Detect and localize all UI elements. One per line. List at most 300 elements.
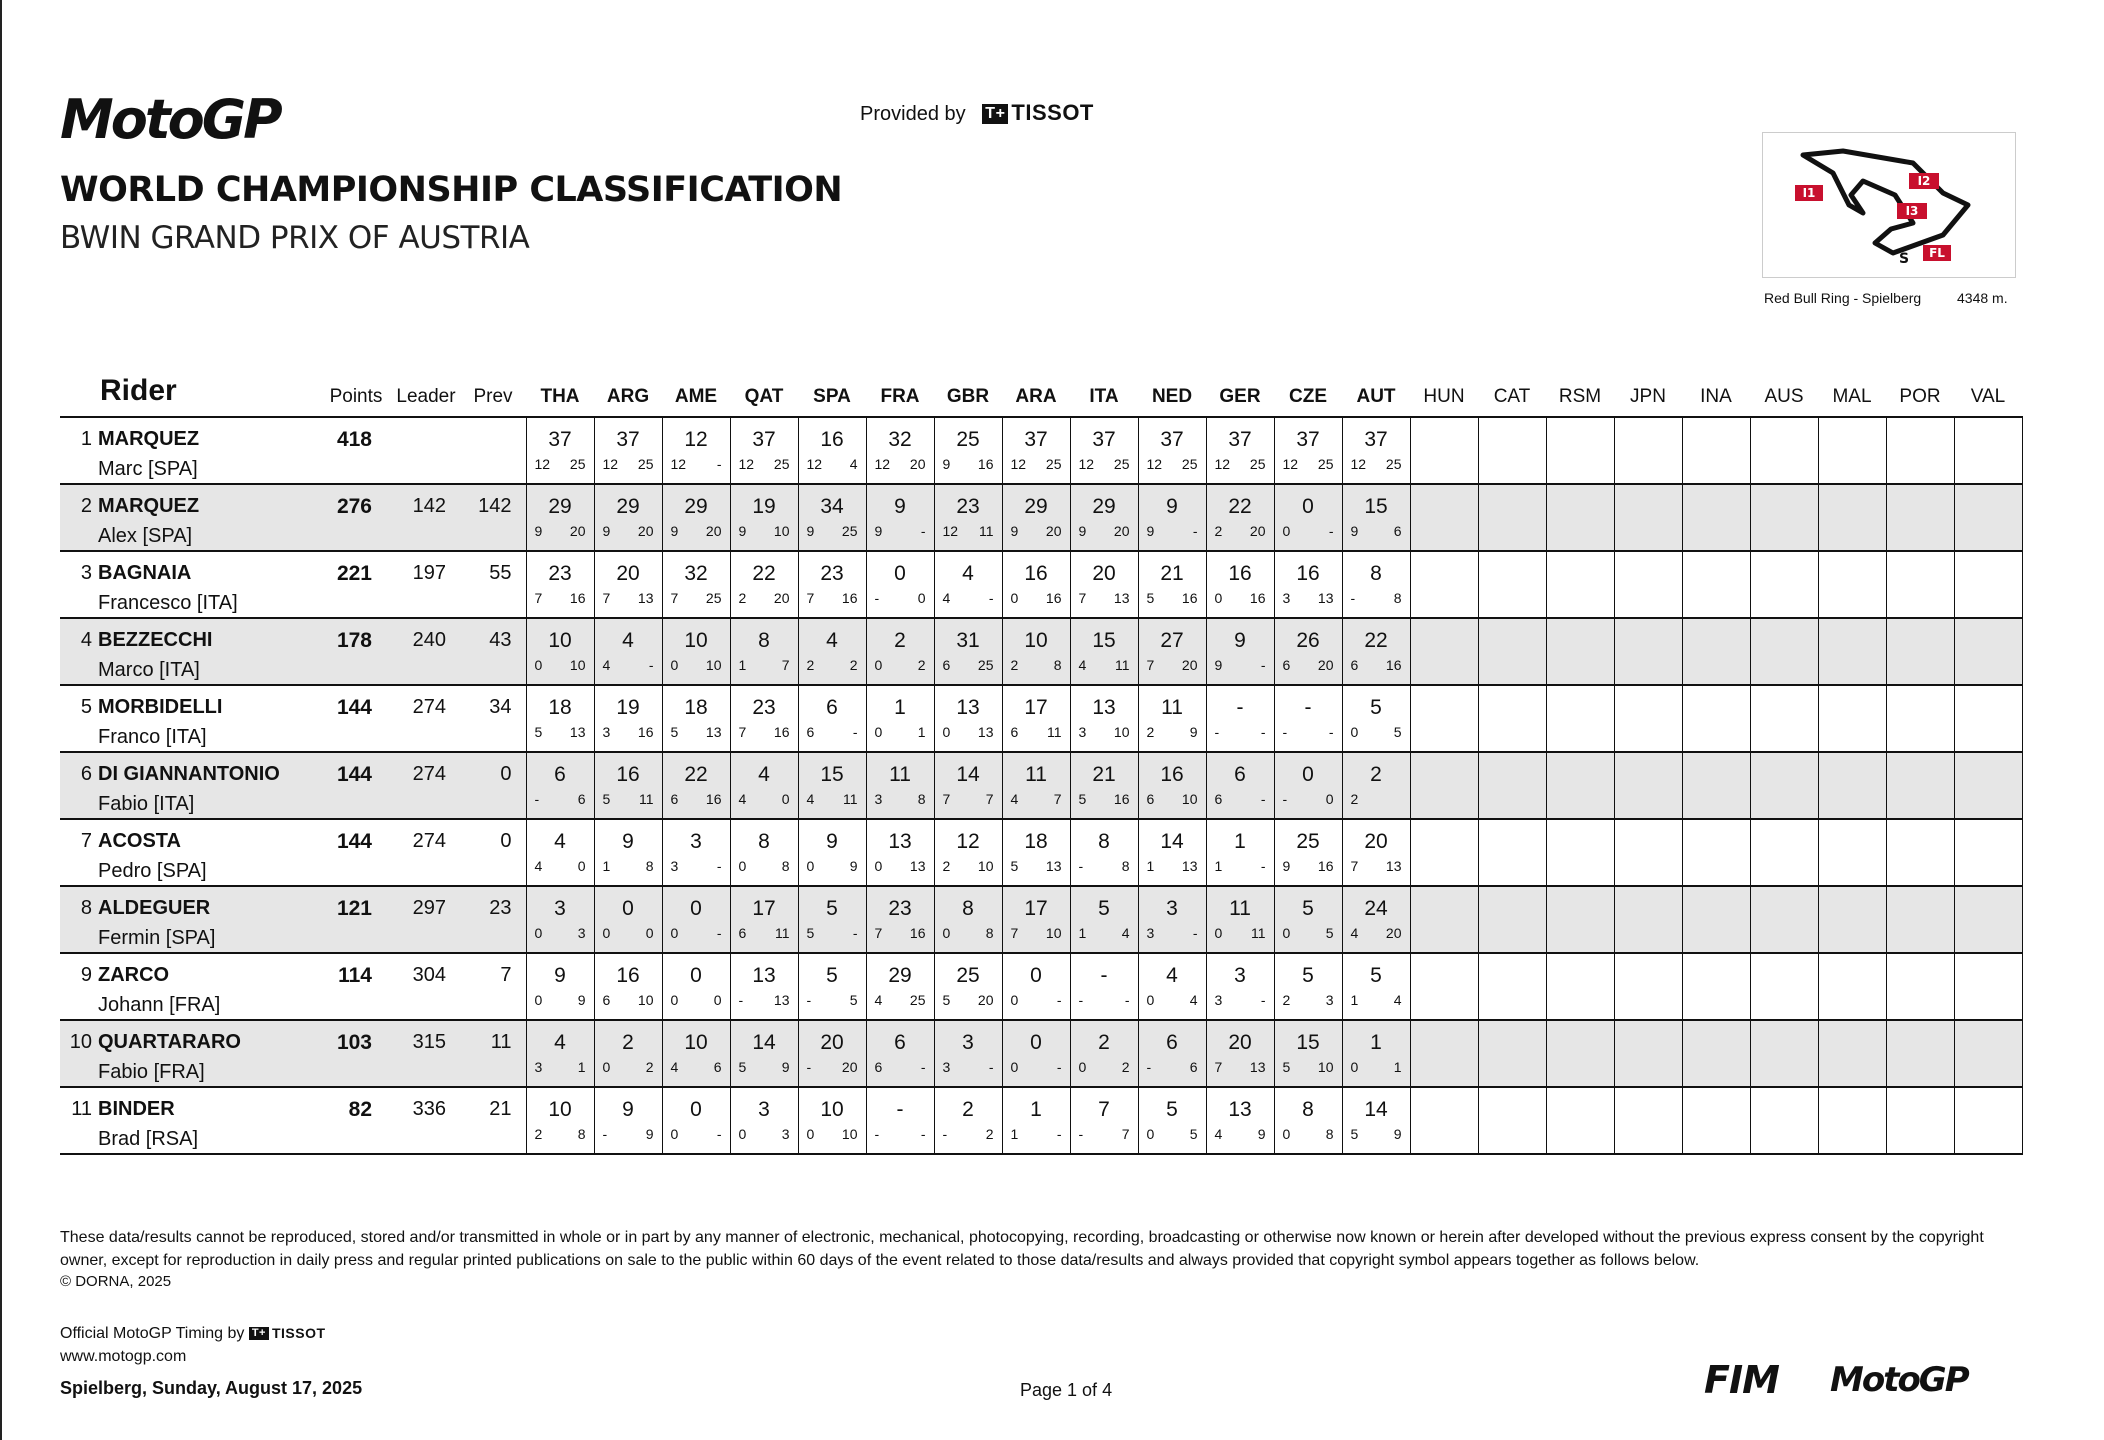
round-total: 37 — [1160, 428, 1184, 451]
round-total: 13 — [956, 696, 980, 719]
round-cell-ned — [1138, 1020, 1206, 1087]
round-split — [663, 925, 730, 941]
race-points: 10 — [1045, 925, 1062, 941]
round-cell-ita — [1070, 618, 1138, 685]
round-cell-gbr — [934, 819, 1002, 886]
table-row — [60, 819, 2022, 886]
circuit-map-icon — [1763, 133, 2015, 277]
table-header-row — [60, 368, 2022, 417]
sprint-points: 3 — [1146, 925, 1155, 941]
round-total: 0 — [690, 897, 702, 920]
round-cell-qat — [730, 886, 798, 953]
race-points: - — [716, 456, 722, 472]
race-points: 20 — [1317, 657, 1334, 673]
round-cell-rsm — [1546, 1020, 1614, 1087]
round-cell-ned — [1138, 551, 1206, 618]
round-cell-ara — [1002, 1020, 1070, 1087]
round-cell-gbr — [934, 1020, 1002, 1087]
rider-given-name: Johann [FRA] — [98, 994, 221, 1016]
prev-gap-cell: 0 — [500, 830, 512, 852]
round-total: 4 — [1166, 964, 1178, 987]
points-cell: 114 — [338, 964, 372, 987]
round-split — [1207, 925, 1274, 941]
place-date: Spielberg, Sunday, August 17, 2025 — [60, 1378, 363, 1398]
timing-credit — [60, 1325, 326, 1343]
round-total: 6 — [1234, 763, 1246, 786]
round-split — [935, 456, 1002, 472]
round-cell-spa — [798, 417, 866, 484]
sprint-points: 7 — [1146, 657, 1155, 673]
round-total: 29 — [888, 964, 912, 987]
race-points: - — [1260, 724, 1266, 740]
round-cell-por — [1886, 685, 1954, 752]
round-cell-mal — [1818, 417, 1886, 484]
race-points: 3 — [577, 925, 586, 941]
race-points: 13 — [1113, 590, 1130, 606]
race-points: - — [1260, 791, 1266, 807]
round-cell-rsm — [1546, 417, 1614, 484]
round-total: 23 — [956, 495, 980, 518]
rider-cell — [98, 417, 320, 484]
table-row — [60, 886, 2022, 953]
race-points: - — [716, 925, 722, 941]
round-cell-qat — [730, 819, 798, 886]
round-total: 37 — [1024, 428, 1048, 451]
round-cell-por — [1886, 819, 1954, 886]
race-points: - — [920, 1126, 926, 1142]
race-points: 25 — [1045, 456, 1062, 472]
round-cell-tha — [526, 1020, 594, 1087]
round-cell-aus — [1750, 618, 1818, 685]
round-total: 25 — [956, 964, 980, 987]
sprint-points: 3 — [670, 858, 679, 874]
round-split — [1139, 1126, 1206, 1142]
round-split — [1343, 925, 1410, 941]
round-split — [935, 590, 1002, 606]
svg-text:I1: I1 — [1802, 186, 1816, 200]
round-split — [663, 456, 730, 472]
table-row — [60, 551, 2022, 618]
race-points: 5 — [1189, 1126, 1198, 1142]
provided-by — [860, 100, 1094, 126]
leader-gap-cell: 315 — [412, 1031, 446, 1053]
sprint-points: 4 — [942, 590, 951, 606]
round-split — [527, 858, 594, 874]
round-cell-ger — [1206, 886, 1274, 953]
round-split — [1343, 724, 1410, 740]
race-points: 13 — [1181, 858, 1198, 874]
rider-surname: MARQUEZ — [98, 428, 200, 450]
round-split — [1275, 1059, 1342, 1075]
sprint-points: 0 — [534, 657, 543, 673]
svg-text:FL: FL — [1929, 246, 1945, 260]
round-total: 8 — [1302, 1098, 1314, 1121]
race-points: 0 — [577, 858, 586, 874]
sprint-points: 12 — [942, 523, 959, 539]
round-split — [1003, 590, 1070, 606]
race-points: 20 — [637, 523, 654, 539]
round-cell-tha — [526, 685, 594, 752]
table-row — [60, 484, 2022, 551]
round-split — [799, 925, 866, 941]
sprint-points: 4 — [806, 791, 815, 807]
sprint-points: 0 — [1282, 925, 1291, 941]
sprint-points: 0 — [806, 1126, 815, 1142]
round-cell-ina — [1682, 752, 1750, 819]
race-points: 13 — [773, 992, 790, 1008]
round-total: 37 — [1092, 428, 1116, 451]
sprint-points: 5 — [806, 925, 815, 941]
sprint-points: 1 — [1146, 858, 1155, 874]
round-total: 16 — [1228, 562, 1252, 585]
round-cell-cat — [1478, 752, 1546, 819]
round-cell-ina — [1682, 886, 1750, 953]
rider-given-name: Marco [ITA] — [98, 659, 200, 681]
round-split — [595, 724, 662, 740]
sprint-points: 2 — [1282, 992, 1291, 1008]
round-cell-ame — [662, 417, 730, 484]
round-total: 4 — [622, 629, 634, 652]
round-cell-qat — [730, 1020, 798, 1087]
round-cell-aut — [1342, 819, 1410, 886]
race-points: 20 — [977, 992, 994, 1008]
round-total: 9 — [622, 1098, 634, 1121]
round-cell-jpn — [1614, 953, 1682, 1020]
round-total: 25 — [1296, 830, 1320, 853]
round-cell-ame — [662, 819, 730, 886]
round-cell-ned — [1138, 417, 1206, 484]
round-split — [799, 858, 866, 874]
leader-gap-cell: 304 — [412, 964, 446, 986]
round-cell-por — [1886, 752, 1954, 819]
position-cell: 5 — [80, 696, 92, 718]
sprint-points: 7 — [806, 590, 815, 606]
round-split — [1071, 858, 1138, 874]
sprint-points: 0 — [1282, 523, 1291, 539]
round-cell-aut — [1342, 685, 1410, 752]
round-cell-rsm — [1546, 685, 1614, 752]
sprint-points: 9 — [602, 523, 611, 539]
round-cell-ita — [1070, 886, 1138, 953]
round-cell-por — [1886, 618, 1954, 685]
round-cell-mal — [1818, 819, 1886, 886]
race-points: - — [988, 590, 994, 606]
rider-surname: MORBIDELLI — [98, 696, 223, 718]
round-split — [527, 925, 594, 941]
round-cell-ame — [662, 484, 730, 551]
round-cell-fra — [866, 551, 934, 618]
round-cell-gbr — [934, 953, 1002, 1020]
round-cell-tha — [526, 551, 594, 618]
round-total: 9 — [622, 830, 634, 853]
round-cell-arg — [594, 1087, 662, 1154]
sprint-points: 3 — [1214, 992, 1223, 1008]
sprint-points: 1 — [1350, 992, 1359, 1008]
round-cell-por — [1886, 1087, 1954, 1154]
fim-logo: FIM — [1704, 1358, 1779, 1402]
race-points: 11 — [1114, 657, 1130, 673]
race-points: - — [852, 724, 858, 740]
round-total: 1 — [1370, 1031, 1382, 1054]
round-cell-ita — [1070, 819, 1138, 886]
round-cell-val — [1954, 886, 2022, 953]
round-cell-val — [1954, 417, 2022, 484]
race-points: 9 — [781, 1059, 790, 1075]
round-cell-hun — [1410, 886, 1478, 953]
rider-surname: BEZZECCHI — [98, 629, 213, 651]
round-cell-ame — [662, 1020, 730, 1087]
round-total: 34 — [820, 495, 844, 518]
round-total: 5 — [826, 964, 838, 987]
race-points: - — [1056, 1059, 1062, 1075]
round-total: 0 — [1302, 495, 1314, 518]
provided-by-label: Provided by — [860, 103, 966, 125]
round-total: 21 — [1092, 763, 1116, 786]
round-cell-mal — [1818, 618, 1886, 685]
round-split — [663, 1059, 730, 1075]
race-points: 2 — [849, 657, 858, 673]
round-split — [595, 925, 662, 941]
round-split — [1343, 590, 1410, 606]
sprint-points: 12 — [1078, 456, 1095, 472]
round-split — [1071, 523, 1138, 539]
rider-cell — [98, 1087, 320, 1154]
round-cell-tha — [526, 752, 594, 819]
race-points: 20 — [705, 523, 722, 539]
round-cell-spa — [798, 886, 866, 953]
leader-gap-cell: 274 — [412, 830, 446, 852]
round-split — [1071, 1126, 1138, 1142]
sprint-points: 9 — [1078, 523, 1087, 539]
race-points: 25 — [1385, 456, 1402, 472]
round-cell-spa — [798, 819, 866, 886]
race-points: 8 — [645, 858, 654, 874]
race-points: 10 — [569, 657, 586, 673]
sprint-points: 9 — [1350, 523, 1359, 539]
race-points: - — [988, 1059, 994, 1075]
round-header-ame: AME — [674, 386, 718, 407]
round-cell-ita — [1070, 417, 1138, 484]
round-cell-cat — [1478, 551, 1546, 618]
disclaimer: These data/results cannot be reproduced, stored and/or transmitted in whole or in part by any manner of electronic, mechanical, photocopying, recording, broadcasting or otherwise now known or herein after developed without the previous express consent by the copyright owner, except for reproduction in daily press and regular printed publications on sale to the public within 60 days of the event related to those data/results and always provided that copyright symbol appears together as follows below. — [60, 1229, 1984, 1269]
tissot-logo: T+ TISSOT — [982, 100, 1094, 125]
round-split — [1207, 456, 1274, 472]
round-total: 9 — [826, 830, 838, 853]
sprint-points: 9 — [806, 523, 815, 539]
leader-gap-cell: 142 — [412, 495, 446, 517]
round-total: 16 — [1024, 562, 1048, 585]
round-cell-mal — [1818, 484, 1886, 551]
motogp-logo: MotoGP — [60, 88, 280, 151]
race-points: 1 — [1393, 1059, 1402, 1075]
round-cell-ned — [1138, 819, 1206, 886]
race-points: - — [1192, 925, 1198, 941]
round-total: 14 — [956, 763, 980, 786]
round-cell-aus — [1750, 1087, 1818, 1154]
round-header-ger: GER — [1219, 386, 1261, 407]
rider-header: Rider — [100, 374, 177, 407]
race-points: 6 — [713, 1059, 722, 1075]
race-points: 16 — [637, 724, 654, 740]
round-split — [867, 1126, 934, 1142]
sprint-points: 0 — [1010, 992, 1019, 1008]
round-cell-ger — [1206, 819, 1274, 886]
round-cell-tha — [526, 1087, 594, 1154]
round-split — [867, 456, 934, 472]
prev-gap-cell: 43 — [489, 629, 512, 651]
round-cell-jpn — [1614, 417, 1682, 484]
round-header-val: VAL — [1970, 386, 2006, 407]
rider-given-name: Fabio [FRA] — [98, 1061, 205, 1083]
race-points: 20 — [569, 523, 586, 539]
leader-gap-cell — [392, 417, 460, 484]
round-cell-tha — [526, 618, 594, 685]
race-points: 16 — [1113, 791, 1130, 807]
rider-cell — [98, 551, 320, 618]
round-total: - — [1100, 964, 1108, 987]
round-cell-tha — [526, 417, 594, 484]
round-total: 0 — [1302, 763, 1314, 786]
sprint-points: 9 — [1214, 657, 1223, 673]
sprint-points: 5 — [1010, 858, 1019, 874]
round-header-ita: ITA — [1089, 386, 1119, 407]
sprint-points: 12 — [1282, 456, 1299, 472]
race-points: 16 — [1181, 590, 1198, 606]
round-cell-fra — [866, 819, 934, 886]
round-split — [595, 523, 662, 539]
round-total: 29 — [684, 495, 708, 518]
round-split — [1275, 657, 1342, 673]
round-cell-aut — [1342, 752, 1410, 819]
round-total: 27 — [1160, 629, 1184, 652]
round-split — [663, 523, 730, 539]
table-row — [60, 752, 2022, 819]
round-split — [1343, 657, 1410, 673]
race-points: - — [1192, 523, 1198, 539]
leader-gap-cell: 336 — [412, 1098, 446, 1120]
sprint-points: 9 — [1010, 523, 1019, 539]
sprint-points: 2 — [534, 1126, 543, 1142]
prev-gap-cell: 142 — [478, 495, 512, 517]
round-cell-qat — [730, 752, 798, 819]
round-split — [935, 791, 1002, 807]
sprint-points: 0 — [1214, 590, 1223, 606]
sprint-points: 0 — [1010, 1059, 1019, 1075]
round-split — [1139, 1059, 1206, 1075]
sprint-points: 4 — [602, 657, 611, 673]
rider-given-name: Francesco [ITA] — [98, 592, 238, 614]
prev-gap-cell: 11 — [490, 1031, 512, 1053]
sprint-points: 0 — [874, 858, 883, 874]
sprint-points: 9 — [874, 523, 883, 539]
round-cell-qat — [730, 1087, 798, 1154]
position-cell: 2 — [80, 495, 92, 517]
round-split — [867, 724, 934, 740]
sprint-points: 0 — [670, 925, 679, 941]
round-cell-ame — [662, 551, 730, 618]
round-split — [1003, 523, 1070, 539]
round-cell-ame — [662, 685, 730, 752]
sprint-points: 9 — [942, 456, 951, 472]
race-points: 10 — [1317, 1059, 1334, 1075]
round-split — [935, 858, 1002, 874]
round-cell-por — [1886, 886, 1954, 953]
round-cell-cze — [1274, 484, 1342, 551]
sprint-points: 9 — [534, 523, 543, 539]
round-split — [1275, 791, 1342, 807]
race-points: 20 — [1113, 523, 1130, 539]
round-total: 20 — [1228, 1031, 1252, 1054]
race-points: - — [1124, 992, 1130, 1008]
sprint-points: 4 — [534, 858, 543, 874]
round-total: 22 — [684, 763, 708, 786]
round-total: 20 — [1364, 830, 1388, 853]
round-cell-spa — [798, 953, 866, 1020]
sprint-points: - — [1078, 858, 1084, 874]
round-cell-ina — [1682, 685, 1750, 752]
sprint-points: 6 — [670, 791, 679, 807]
sprint-points: 3 — [534, 1059, 543, 1075]
sprint-points: 12 — [1146, 456, 1163, 472]
sprint-points: 6 — [806, 724, 815, 740]
round-total: 6 — [826, 696, 838, 719]
round-cell-arg — [594, 752, 662, 819]
race-points: 9 — [849, 858, 858, 874]
round-cell-spa — [798, 484, 866, 551]
sprint-points: - — [874, 1126, 880, 1142]
race-points: 16 — [705, 791, 722, 807]
round-total: 8 — [1098, 830, 1110, 853]
position-cell: 7 — [80, 830, 92, 852]
round-total: 6 — [554, 763, 566, 786]
round-split — [1139, 657, 1206, 673]
round-header-spa: SPA — [813, 386, 851, 407]
round-cell-fra — [866, 417, 934, 484]
website-link[interactable]: www.motogp.com — [60, 1348, 187, 1365]
sprint-points: 0 — [738, 858, 747, 874]
round-cell-fra — [866, 484, 934, 551]
round-cell-rsm — [1546, 819, 1614, 886]
race-points: 25 — [1181, 456, 1198, 472]
round-split — [1139, 724, 1206, 740]
sprint-points: 1 — [1078, 925, 1087, 941]
sprint-points: 0 — [806, 858, 815, 874]
round-split — [527, 791, 594, 807]
round-total: 4 — [554, 830, 566, 853]
round-total: 29 — [616, 495, 640, 518]
round-cell-mal — [1818, 1020, 1886, 1087]
round-cell-rsm — [1546, 953, 1614, 1020]
sprint-points: 4 — [1010, 791, 1019, 807]
race-points: 16 — [841, 590, 858, 606]
round-split — [1071, 657, 1138, 673]
round-split — [1275, 925, 1342, 941]
round-cell-aus — [1750, 752, 1818, 819]
round-header-aus: AUS — [1764, 386, 1804, 407]
round-split — [867, 992, 934, 1008]
round-split — [731, 523, 798, 539]
round-total: 8 — [1370, 562, 1382, 585]
sprint-points: 2 — [1350, 791, 1359, 807]
sprint-points: 3 — [1078, 724, 1087, 740]
race-points: 20 — [841, 1059, 858, 1075]
sprint-points: - — [874, 590, 880, 606]
prev-gap-cell: 23 — [489, 897, 512, 919]
round-cell-ame — [662, 752, 730, 819]
round-total: 8 — [758, 830, 770, 853]
round-cell-fra — [866, 752, 934, 819]
round-cell-spa — [798, 1087, 866, 1154]
